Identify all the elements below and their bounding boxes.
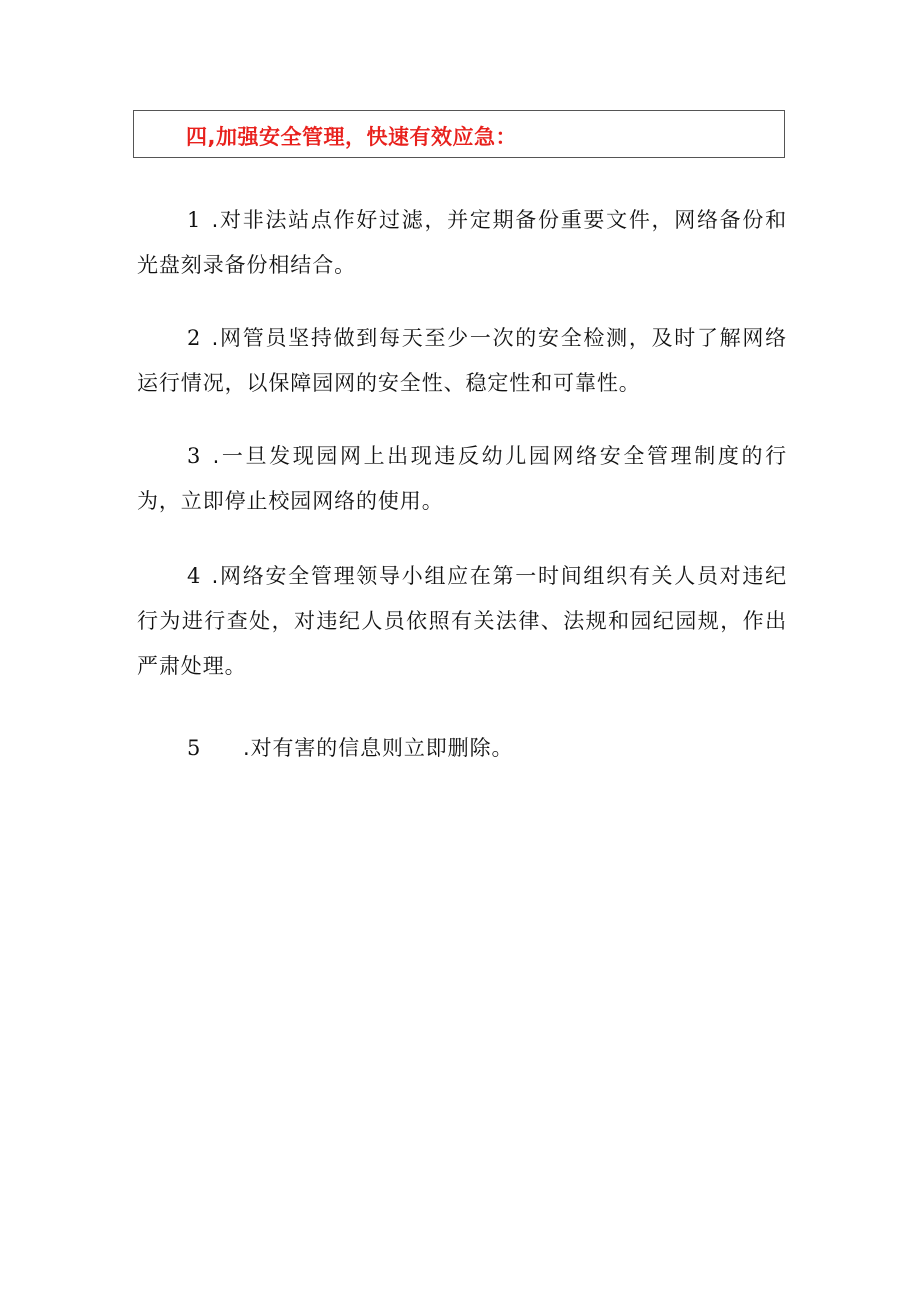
item-number: 1 — [187, 208, 202, 232]
item-text: .对非法站点作好过滤，并定期备份重要文件，网络备份和光盘刻录备份相结合。 — [137, 208, 787, 277]
item-number: 2 — [187, 326, 202, 350]
list-item — [137, 554, 787, 689]
section-heading: 四,加强安全管理，快速有效应急： — [186, 125, 517, 149]
item-number: 5 — [187, 736, 202, 760]
item-text: .一旦发现园网上出现违反幼儿园网络安全管理制度的行为，立即停止校园网络的使用。 — [137, 444, 787, 513]
item-number: 4 — [187, 564, 202, 588]
list-item — [137, 198, 787, 288]
item-text: .对有害的信息则立即删除。 — [243, 736, 514, 760]
list-item — [137, 726, 787, 771]
item-number: 3 — [187, 444, 202, 468]
item-text: .网络安全管理领导小组应在第一时间组织有关人员对违纪行为进行查处，对违纪人员依照有关法律、法规和园纪园规，作出严肃处理。 — [137, 564, 787, 678]
item-text: .网管员坚持做到每天至少一次的安全检测，及时了解网络运行情况，以保障园网的安全性、稳定性和可靠性。 — [137, 326, 787, 395]
list-item — [137, 316, 787, 406]
section-heading-box — [133, 110, 785, 158]
list-item — [137, 434, 787, 524]
